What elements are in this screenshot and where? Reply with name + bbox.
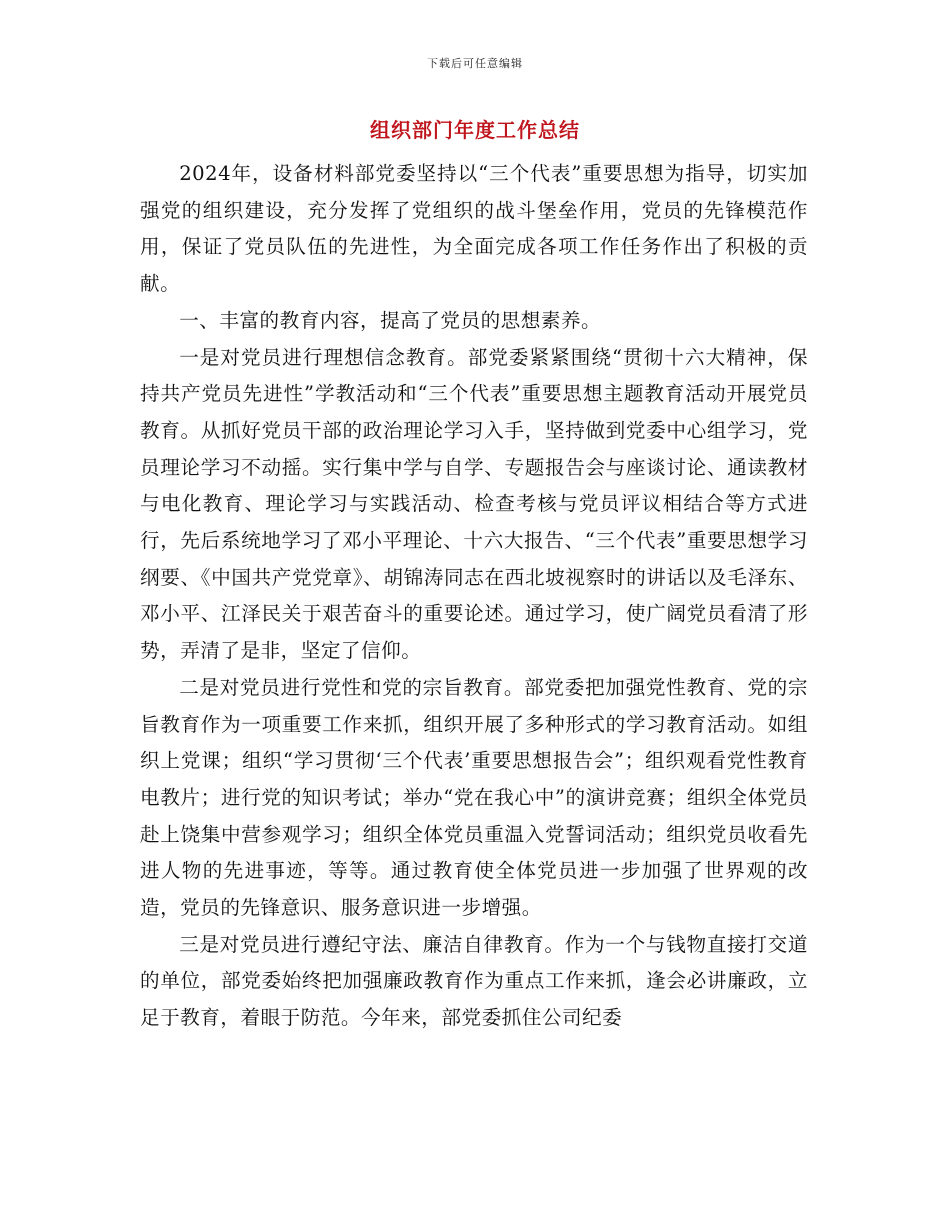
paragraph-party-spirit-education: 二是对党员进行党性和党的宗旨教育。部党委把加强党性教育、党的宗旨教育作为一项重要工作来抓，组织开展了多种形式的学习教育活动。如组织上党课；组织“学习贯彻‘三个代表’重要思想报告会”；组织观看党性教育电教片；进行党的知识考试；举办“党在我心中”的演讲竞赛；组织全体党员赴上饶集中营参观学习；组织全体党员重温入党誓词活动；组织党员收看先进人物的先进事迹，等等。通过教育使全体党员进一步加强了世界观的改造，党员的先锋意识、服务意识进一步增强。 (140, 675, 808, 920)
paragraph-discipline-education: 三是对党员进行遵纪守法、廉洁自律教育。作为一个与钱物直接打交道的单位，部党委始终把加强廉政教育作为重点工作来抓，逢会必讲廉政，立足于教育，着眼于防范。今年来，部党委抓住公司纪委 (140, 932, 808, 1030)
paragraph-intro: 2024年，设备材料部党委坚持以“三个代表”重要思想为指导，切实加强党的组织建设，充分发挥了党组织的战斗堡垒作用，党员的先锋模范作用，保证了党员队伍的先进性，为全面完成各项工作任务作出了积极的贡献。 (140, 162, 808, 296)
document-body (140, 156, 808, 1037)
header-note: 下载后可任意编辑 (427, 57, 523, 70)
document-title: 组织部门年度工作总结 (370, 118, 580, 142)
paragraph-ideals-education: 一是对党员进行理想信念教育。部党委紧紧围绕“贯彻十六大精神，保持共产党员先进性”学教活动和“三个代表”重要思想主题教育活动开展党员教育。从抓好党员干部的政治理论学习入手，坚持做到党委中心组学习，党员理论学习不动摇。实行集中学与自学、专题报告会与座谈讨论、通读教材与电化教育、理论学习与实践活动、检查考核与党员评议相结合等方式进行，先后系统地学习了邓小平理论、十六大报告、“三个代表”重要思想学习纲要、《中国共产党党章》、胡锦涛同志在西北坡视察时的讲话以及毛泽东、邓小平、江泽民关于艰苦奋斗的重要论述。通过学习，使广阔党员看清了形势，弄清了是非，坚定了信仰。 (140, 345, 808, 663)
section-heading-1: 一、丰富的教育内容，提高了党员的思想素养。 (179, 308, 602, 332)
